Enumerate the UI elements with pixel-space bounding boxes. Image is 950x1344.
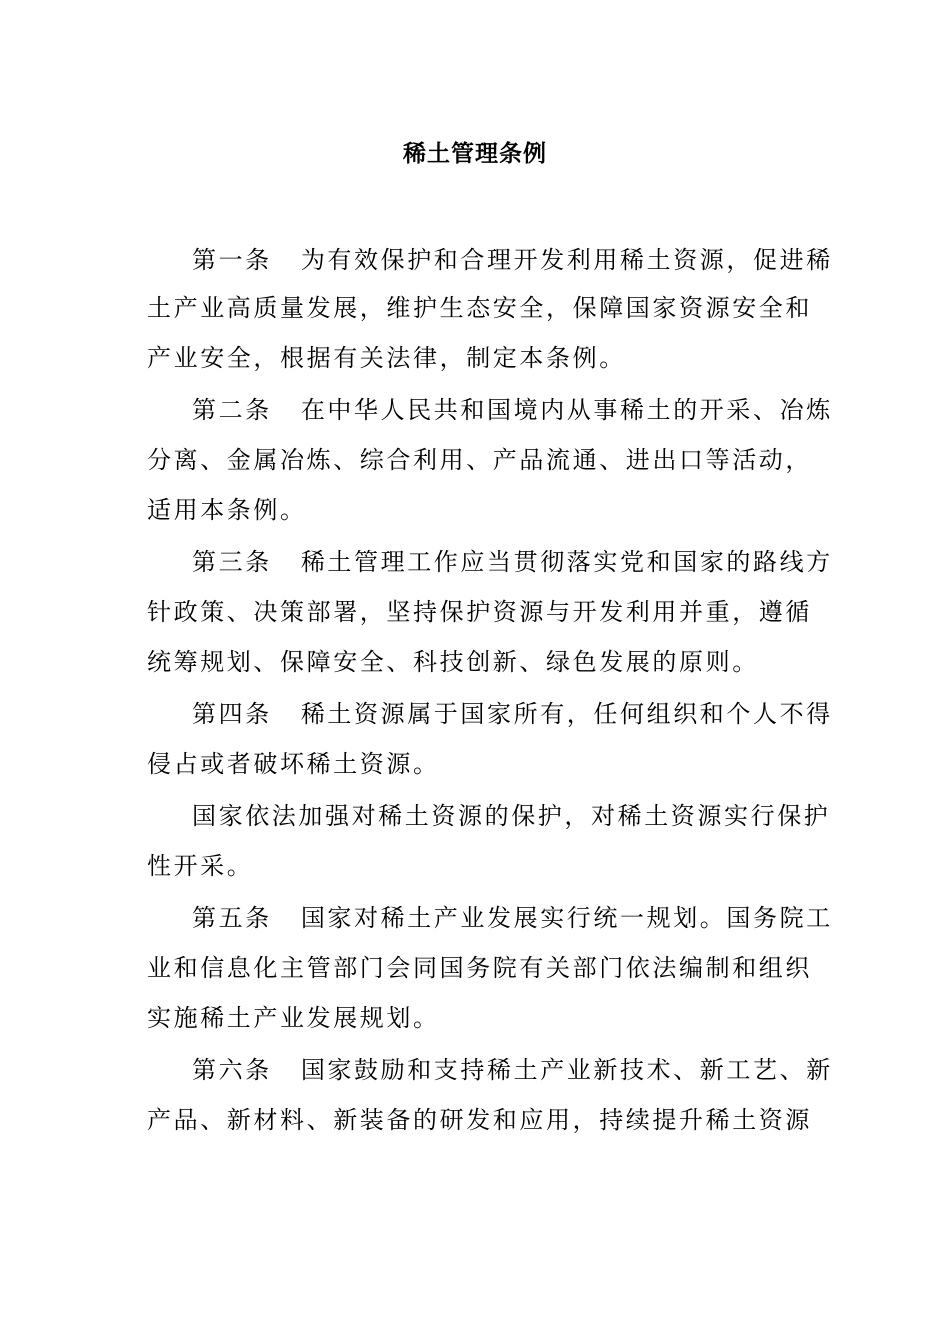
article-3-line-2: 针政策、决策部署，坚持保护资源与开发利用并重，遵循	[147, 598, 812, 626]
article-label: 第三条	[192, 548, 272, 576]
article-label: 第六条	[192, 1056, 272, 1084]
article-label: 第一条	[192, 246, 272, 274]
article-5-line-3: 实施稀土产业发展规划。	[147, 1004, 440, 1032]
article-6-line-1	[192, 1050, 833, 1090]
article-4-line-1	[192, 694, 833, 734]
article-4-line-2: 侵占或者破坏稀土资源。	[147, 750, 440, 778]
article-1-line-3: 产业安全，根据有关法律，制定本条例。	[147, 344, 626, 372]
article-text: 稀土管理工作应当贯彻落实党和国家的路线方	[300, 548, 833, 576]
article-text: 国家鼓励和支持稀土产业新技术、新工艺、新	[300, 1056, 833, 1084]
article-text: 稀土资源属于国家所有，任何组织和个人不得	[300, 700, 833, 728]
article-4-para-2-line-1: 国家依法加强对稀土资源的保护，对稀土资源实行保护	[192, 802, 831, 830]
article-4-para-2-line-2: 性开采。	[147, 852, 254, 880]
article-text: 国家对稀土产业发展实行统一规划。国务院工	[300, 904, 833, 932]
article-2-line-3: 适用本条例。	[147, 496, 307, 524]
article-1-line-1	[192, 240, 833, 280]
article-label: 第二条	[192, 396, 272, 424]
article-label: 第四条	[192, 700, 272, 728]
article-2-line-1	[192, 390, 833, 430]
article-5-line-2: 业和信息化主管部门会同国务院有关部门依法编制和组织	[147, 954, 812, 982]
article-label: 第五条	[192, 904, 272, 932]
article-2-line-2: 分离、金属冶炼、综合利用、产品流通、进出口等活动，	[147, 446, 812, 474]
article-5-line-1	[192, 898, 833, 938]
document-title: 稀土管理条例	[403, 140, 547, 167]
article-3-line-1	[192, 542, 833, 582]
article-text: 在中华人民共和国境内从事稀土的开采、冶炼	[300, 396, 833, 424]
article-6-line-2: 产品、新材料、新装备的研发和应用，持续提升稀土资源	[147, 1106, 812, 1134]
article-1-line-2: 土产业高质量发展，维护生态安全，保障国家资源安全和	[147, 294, 812, 322]
article-text: 为有效保护和合理开发利用稀土资源，促进稀	[300, 246, 833, 274]
article-3-line-3: 统筹规划、保障安全、科技创新、绿色发展的原则。	[147, 648, 759, 676]
